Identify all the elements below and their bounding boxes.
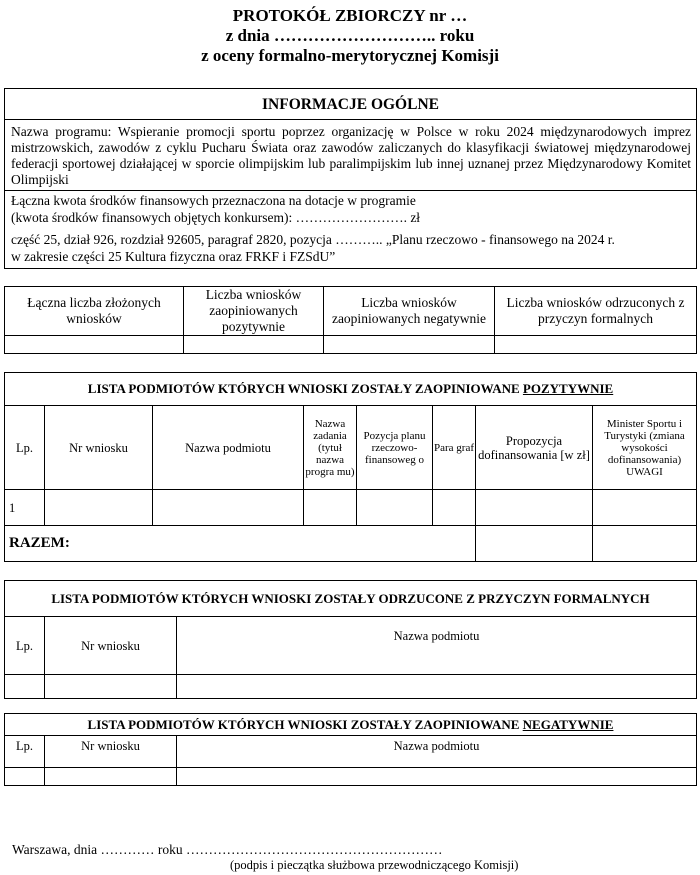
formal-col-lp: Lp.	[5, 617, 45, 675]
positive-row-1-pozycja	[357, 490, 433, 526]
formal-row-nr	[45, 675, 177, 699]
formal-row-podmiot	[177, 675, 697, 699]
positive-col-podmiot: Nazwa podmiotu	[153, 406, 304, 490]
negative-row-nr	[45, 768, 177, 786]
summary-col-negative: Liczba wniosków zaopiniowanych negatywnie	[324, 287, 495, 336]
positive-total-minister	[593, 526, 697, 562]
summary-table	[4, 286, 697, 354]
summary-col-formal: Liczba wniosków odrzuconych z przyczyn formalnych	[495, 287, 697, 336]
formal-row-lp	[5, 675, 45, 699]
formal-list-title: LISTA PODMIOTÓW KTÓRYCH WNIOSKI ZOSTAŁY ODRZUCONE Z PRZYCZYN FORMALNYCH	[5, 581, 697, 617]
positive-list-table	[4, 372, 697, 562]
budget-line-1: część 25, dział 926, rozdział 92605, paragraf 2820, pozycja ……….. „Planu rzeczowo - finansowego na 2024 r.	[11, 232, 615, 247]
positive-row-1-nr	[45, 490, 153, 526]
positive-col-lp: Lp.	[5, 406, 45, 490]
protocol-title: PROTOKÓŁ ZBIORCZY nr …	[232, 6, 468, 25]
negative-list-title: LISTA PODMIOTÓW KTÓRYCH WNIOSKI ZOSTAŁY ZAOPINIOWANE NEGATYWNIE	[5, 714, 697, 736]
positive-row-1-podmiot	[153, 490, 304, 526]
negative-row-podmiot	[177, 768, 697, 786]
negative-row-lp	[5, 768, 45, 786]
positive-col-minister: Minister Sportu i Turystyki (zmiana wysokości dofinansowania) UWAGI	[593, 406, 697, 490]
general-info-box	[4, 88, 697, 269]
protocol-subtitle: z oceny formalno-merytorycznej Komisji	[201, 46, 499, 65]
summary-value-negative	[324, 336, 495, 354]
program-name: Nazwa programu: Wspieranie promocji sportu poprzez organizację w Polsce w roku 2024 międzynarodowych imprez mistrzowskich, zawodów z cyklu Pucharu Świata oraz zawodów zaliczanych do klasyfikacji światowej międzynarodowej federacji sportowej działającej w sporcie olimpijskim lub paralimpijskim lub innej uznanej przez Międzynarodowy Komitet Olimpijski	[11, 124, 691, 187]
summary-col-positive: Liczba wniosków zaopiniowanych pozytywnie	[184, 287, 324, 336]
positive-row-1-paragraf	[433, 490, 476, 526]
positive-total-value	[476, 526, 593, 562]
formal-col-nr: Nr wniosku	[45, 617, 177, 675]
positive-col-zadanie: Nazwa zadania (tytuł nazwa progra mu)	[304, 406, 357, 490]
footer-place-date: Warszawa, dnia ………… roku …………………………………………………	[12, 842, 443, 857]
positive-col-nr: Nr wniosku	[45, 406, 153, 490]
summary-value-submitted	[5, 336, 184, 354]
summary-value-positive	[184, 336, 324, 354]
funds-line-1: Łączna kwota środków finansowych przeznaczona na dotacje w programie	[11, 193, 416, 208]
positive-row-1-lp: 1	[5, 490, 45, 526]
positive-col-paragraf: Para graf	[433, 406, 476, 490]
general-info-heading: INFORMACJE OGÓLNE	[262, 96, 439, 113]
formal-list-table	[4, 580, 697, 699]
positive-total-label: RAZEM:	[5, 526, 476, 562]
funds-line-2: (kwota środków finansowych objętych konkursem): ……………………. zł	[11, 210, 421, 225]
negative-list-table	[4, 713, 697, 786]
positive-col-propozycja: Propozycja dofinansowania [w zł]	[476, 406, 593, 490]
budget-line-2: w zakresie części 25 Kultura fizyczna oraz FRKF i FZSdU”	[11, 249, 336, 264]
positive-col-pozycja: Pozycja planu rzeczowo-finansoweg o	[357, 406, 433, 490]
positive-list-title: LISTA PODMIOTÓW KTÓRYCH WNIOSKI ZOSTAŁY ZAOPINIOWANE POZYTYWNIE	[5, 373, 697, 406]
protocol-date-line: z dnia ……………………….. roku	[225, 26, 475, 45]
positive-row-1-zadanie	[304, 490, 357, 526]
formal-col-podmiot: Nazwa podmiotu	[177, 617, 697, 675]
positive-row-1-minister	[593, 490, 697, 526]
summary-value-formal	[495, 336, 697, 354]
positive-row-1-propozycja	[476, 490, 593, 526]
negative-col-podmiot: Nazwa podmiotu	[177, 736, 697, 768]
summary-col-submitted: Łączna liczba złożonych wniosków	[5, 287, 184, 336]
negative-col-lp: Lp.	[5, 736, 45, 768]
negative-col-nr: Nr wniosku	[45, 736, 177, 768]
footer-signature-note: (podpis i pieczątka służbowa przewodniczącego Komisji)	[230, 858, 519, 872]
